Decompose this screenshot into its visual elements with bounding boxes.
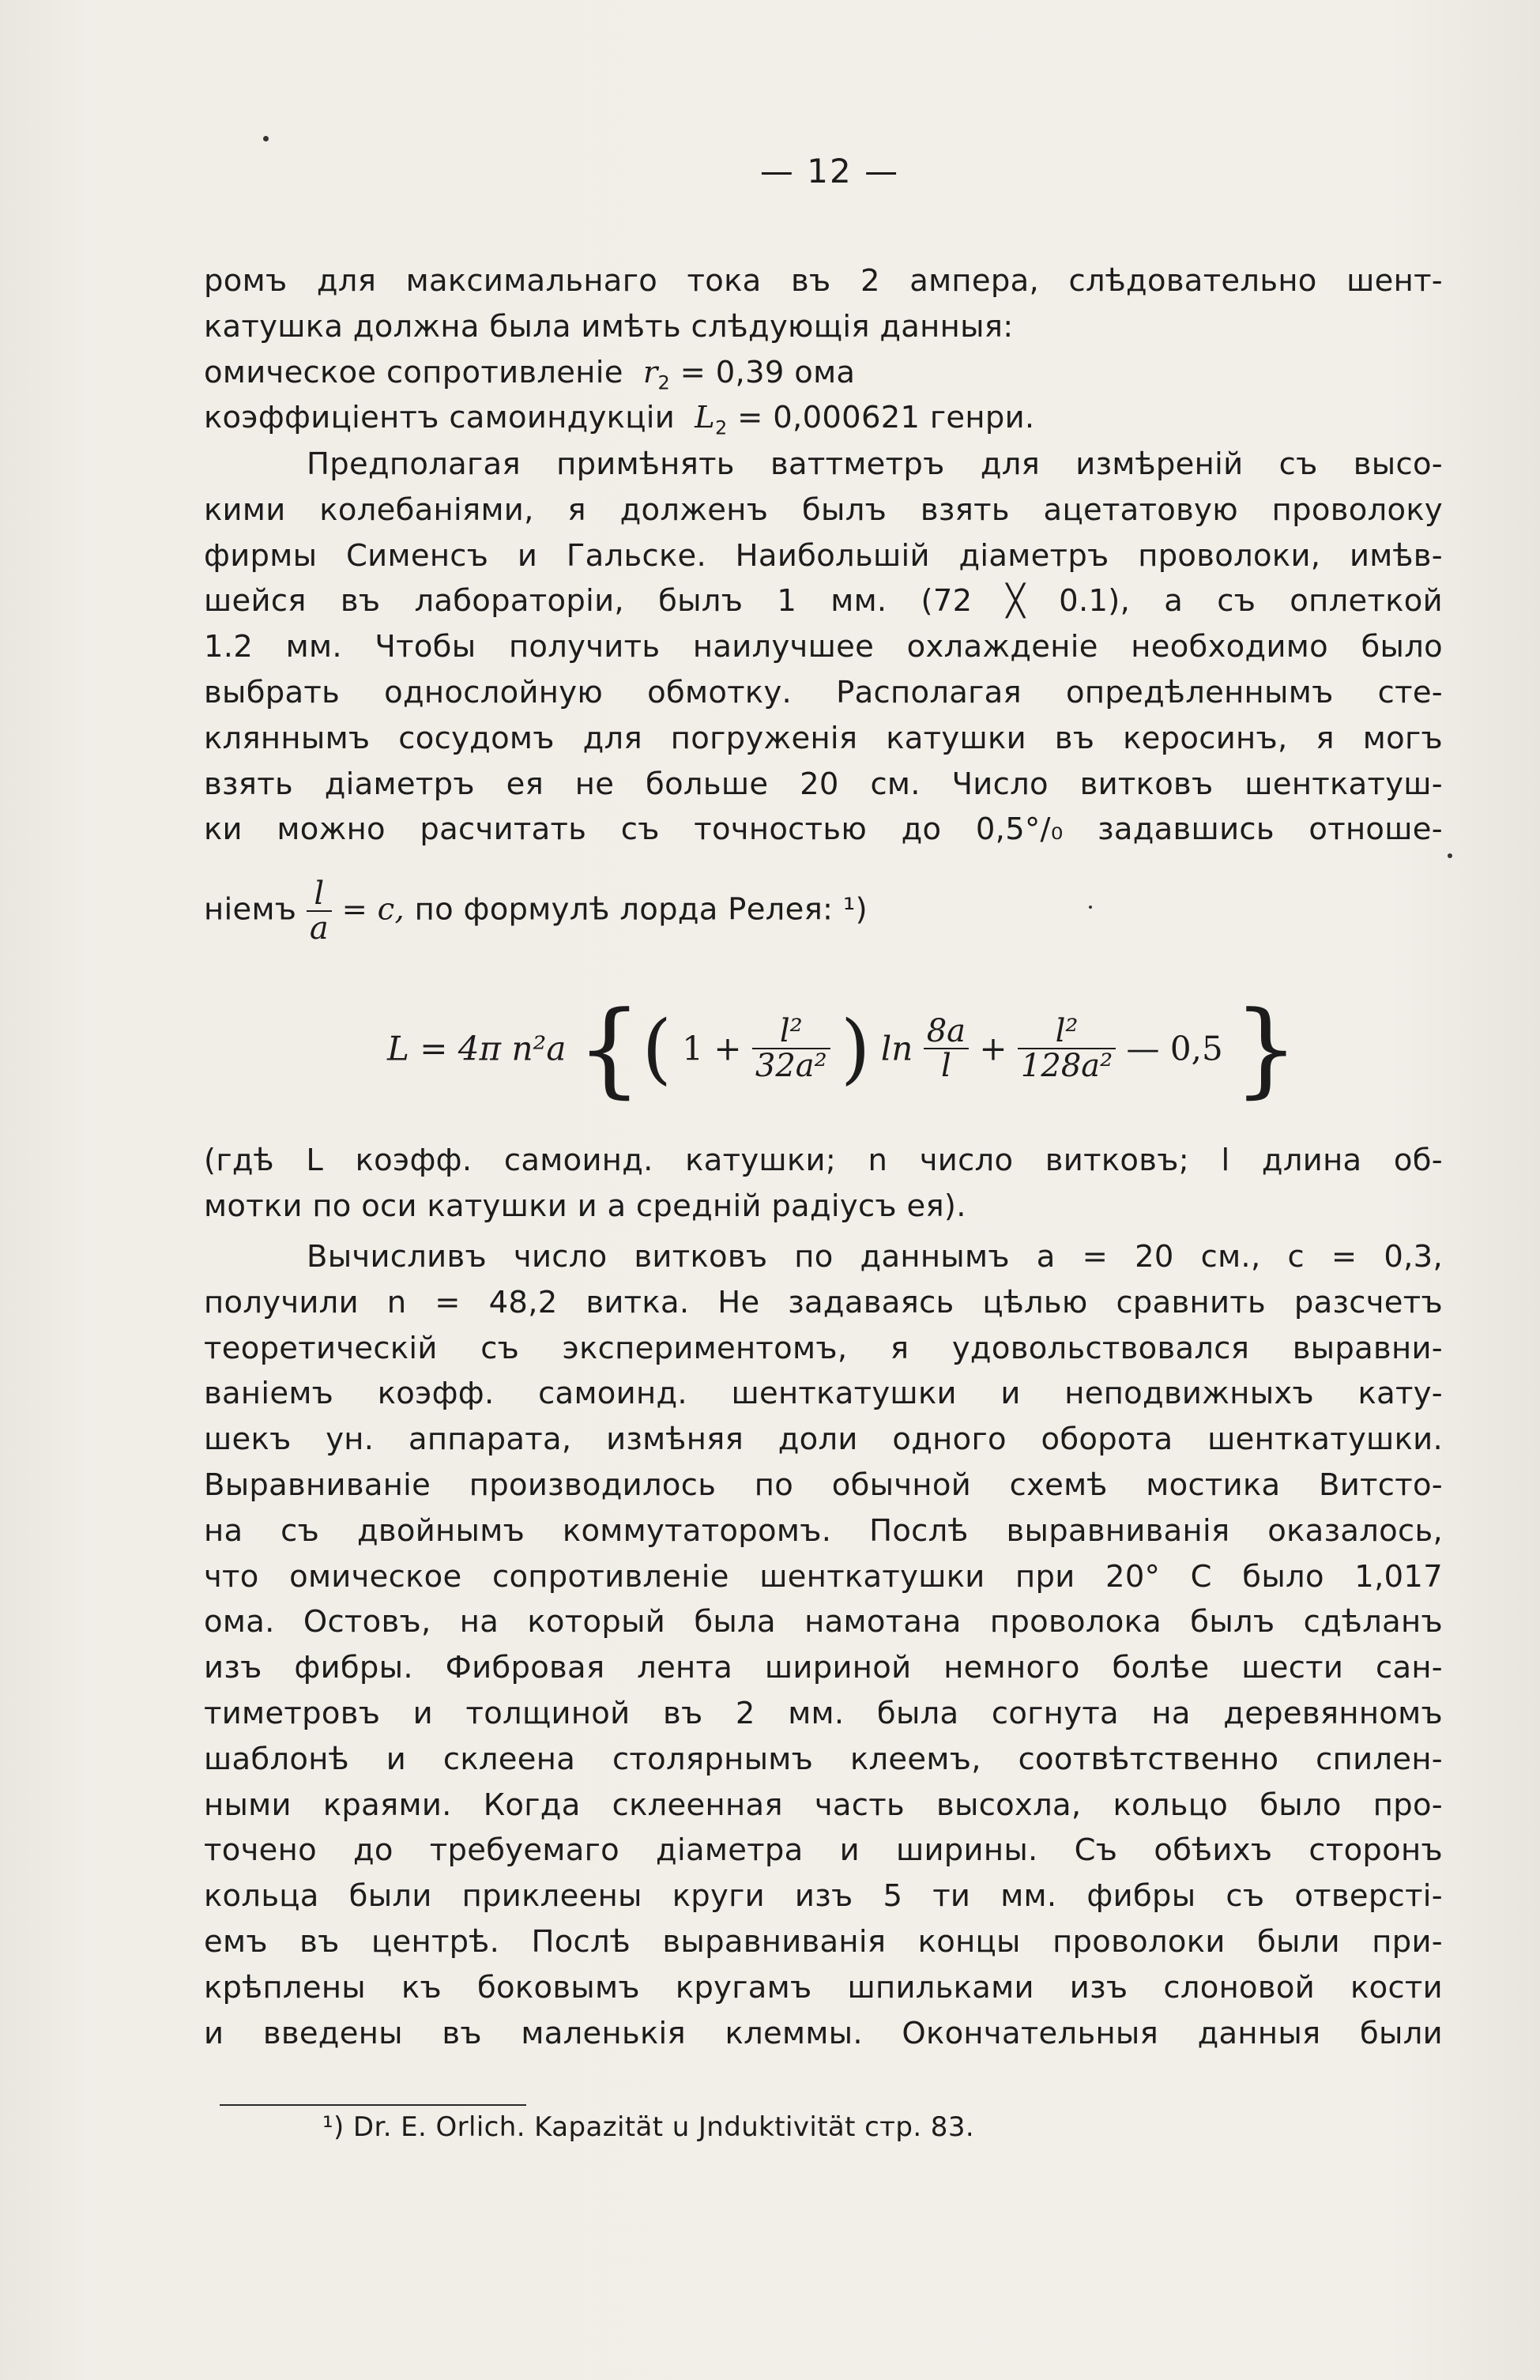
text-line: ваніемъ коэфф. самоинд. шенткатушки и неподвижныхъ кату- <box>204 1376 1443 1412</box>
text-line: Выравниваніе производилось по обычной схемѣ мостика Витсто- <box>204 1467 1443 1503</box>
resistance-line: омическое сопротивленіе $r_2 = 0,39$ ома <box>204 354 856 394</box>
text-line: кими колебаніями, я долженъ былъ взять ацетатовую проволоку <box>204 491 1443 528</box>
fraction-l2-over-128a2: $\frac{\text{l²}}{\text{128a²}}$ <box>1018 1015 1116 1083</box>
paragraph-2 <box>204 442 1443 853</box>
fraction-l2-over-32a2: $\frac{\text{l²}}{\text{32a²}}$ <box>752 1015 830 1083</box>
text-line: 1.2 мм. Чтобы получить наилучшее охлажденіе необходимо было <box>204 629 1443 665</box>
text-line: Вычисливъ число витковъ по даннымъ a = 20 см., c = 0,3, <box>307 1239 1443 1275</box>
text-line: точено до требуемаго діаметра и ширины. Съ обѣихъ сторонъ <box>204 1832 1443 1869</box>
text-line: взять діаметръ ея не больше 20 см. Число витковъ шенткатуш- <box>204 766 1443 802</box>
variable-L2: L <box>695 400 716 436</box>
text-line: крѣплены къ боковымъ кругамъ шпильками изъ слоновой кости <box>204 1969 1443 2005</box>
text-line: шекъ ун. аппарата, измѣняя доли одного оборота шенткатушки. <box>204 1422 1443 1458</box>
text-line: тиметровъ и толщиной въ 2 мм. была согнута на деревянномъ <box>204 1695 1443 1731</box>
text-line: на съ двойнымъ коммутаторомъ. Послѣ выравниванія оказалось, <box>204 1512 1443 1549</box>
paragraph-3 <box>204 1138 1443 1230</box>
text-line: ными краями. Когда склеенная часть высохла, кольцо было про- <box>204 1787 1443 1823</box>
ratio-line: ніемъ $\frac{l}{a}$ = c, по формулѣ лорда Релея: ¹) <box>204 876 868 947</box>
text-line: ромъ для максимальнаго тока въ 2 ампера, слѣдовательно шент- <box>204 263 1443 299</box>
text-line: ома. Остовъ, на который была намотана проволока былъ сдѣланъ <box>204 1604 1443 1640</box>
text-line: кольца были приклеены круги изъ 5 ти мм. фибры съ отверсті- <box>204 1878 1443 1915</box>
footnote: ¹) Dr. E. Orlich. Kapazität u Jnduktivität стр. 83. <box>322 2111 975 2143</box>
text-line: теоретическій съ экспериментомъ, я удовольствовался выравни- <box>204 1330 1443 1366</box>
inductance-line: коэффиціентъ самоиндукціи $L_2 = 0,000621$ генри. <box>204 400 1035 440</box>
footnote-rule <box>220 2104 526 2106</box>
print-speck <box>263 136 269 141</box>
text-line: шаблонѣ и склеена столярнымъ клеемъ, соотвѣтственно спилен- <box>204 1741 1443 1777</box>
formula-lhs: L = 4π n²a <box>387 1029 567 1068</box>
text-line: (гдѣ L коэфф. самоинд. катушки; n число витковъ; l длина об- <box>204 1143 1443 1178</box>
page-number: — 12 — <box>759 152 900 190</box>
formula-tail: — 0,5 <box>1126 1029 1223 1068</box>
rayleigh-formula: L = 4π n²a {( 1 + $\frac{\text{l²}}{\text{32a²}}$ ) ln $\frac{8a}{l}$ + $\frac{\text{l²}}{\text{128a²}}$ — 0,5 } <box>387 989 1299 1109</box>
text-line: выбрать однослойную обмотку. Располагая опредѣленнымъ сте- <box>204 674 1443 710</box>
text-line: фирмы Сименсъ и Гальске. Наибольшій діаметръ проволоки, имѣв- <box>204 537 1443 574</box>
formula-ln: ln <box>880 1029 913 1068</box>
paragraph-4 <box>204 1234 1443 2056</box>
text-line: емъ въ центрѣ. Послѣ выравниванія концы проволоки были при- <box>204 1923 1443 1960</box>
text-line: Предполагая примѣнять ваттметръ для измѣреній съ высо- <box>307 446 1443 482</box>
fraction-8a-over-l: $\frac{8a}{l}$ <box>924 1015 969 1083</box>
formula-one-plus: 1 + <box>682 1029 742 1068</box>
text-line: катушка должна была имѣть слѣдующія данныя: <box>204 308 1014 345</box>
variable-r2: r <box>642 354 658 390</box>
paragraph-1 <box>204 258 1443 441</box>
text-line: что омическое сопротивленіе шенткатушки при 20° С было 1,017 <box>204 1558 1443 1595</box>
text-line: изъ фибры. Фибровая лента шириной немного болѣе шести сан- <box>204 1650 1443 1686</box>
text-line: получили n = 48,2 витка. Не задаваясь цѣлью сравнить разсчетъ <box>204 1284 1443 1320</box>
text-line: ки можно расчитать съ точностью до 0,5°/₀ задавшись отноше- <box>204 812 1443 848</box>
print-speck <box>1448 853 1452 858</box>
text-line: мотки по оси катушки и a средній радіусъ ея). <box>204 1188 966 1224</box>
print-speck <box>1089 906 1092 909</box>
fraction-l-over-a: $\frac{l}{a}$ <box>307 877 332 945</box>
formula-plus: + <box>979 1029 1007 1068</box>
text-line: шейся въ лабораторіи, былъ 1 мм. (72 ╳ 0.1), а съ оплеткой <box>204 583 1443 619</box>
text-line: и введены въ маленькія клеммы. Окончательныя данныя были <box>204 2015 1443 2051</box>
text-line: кляннымъ сосудомъ для погруженія катушки въ керосинъ, я могъ <box>204 720 1443 756</box>
